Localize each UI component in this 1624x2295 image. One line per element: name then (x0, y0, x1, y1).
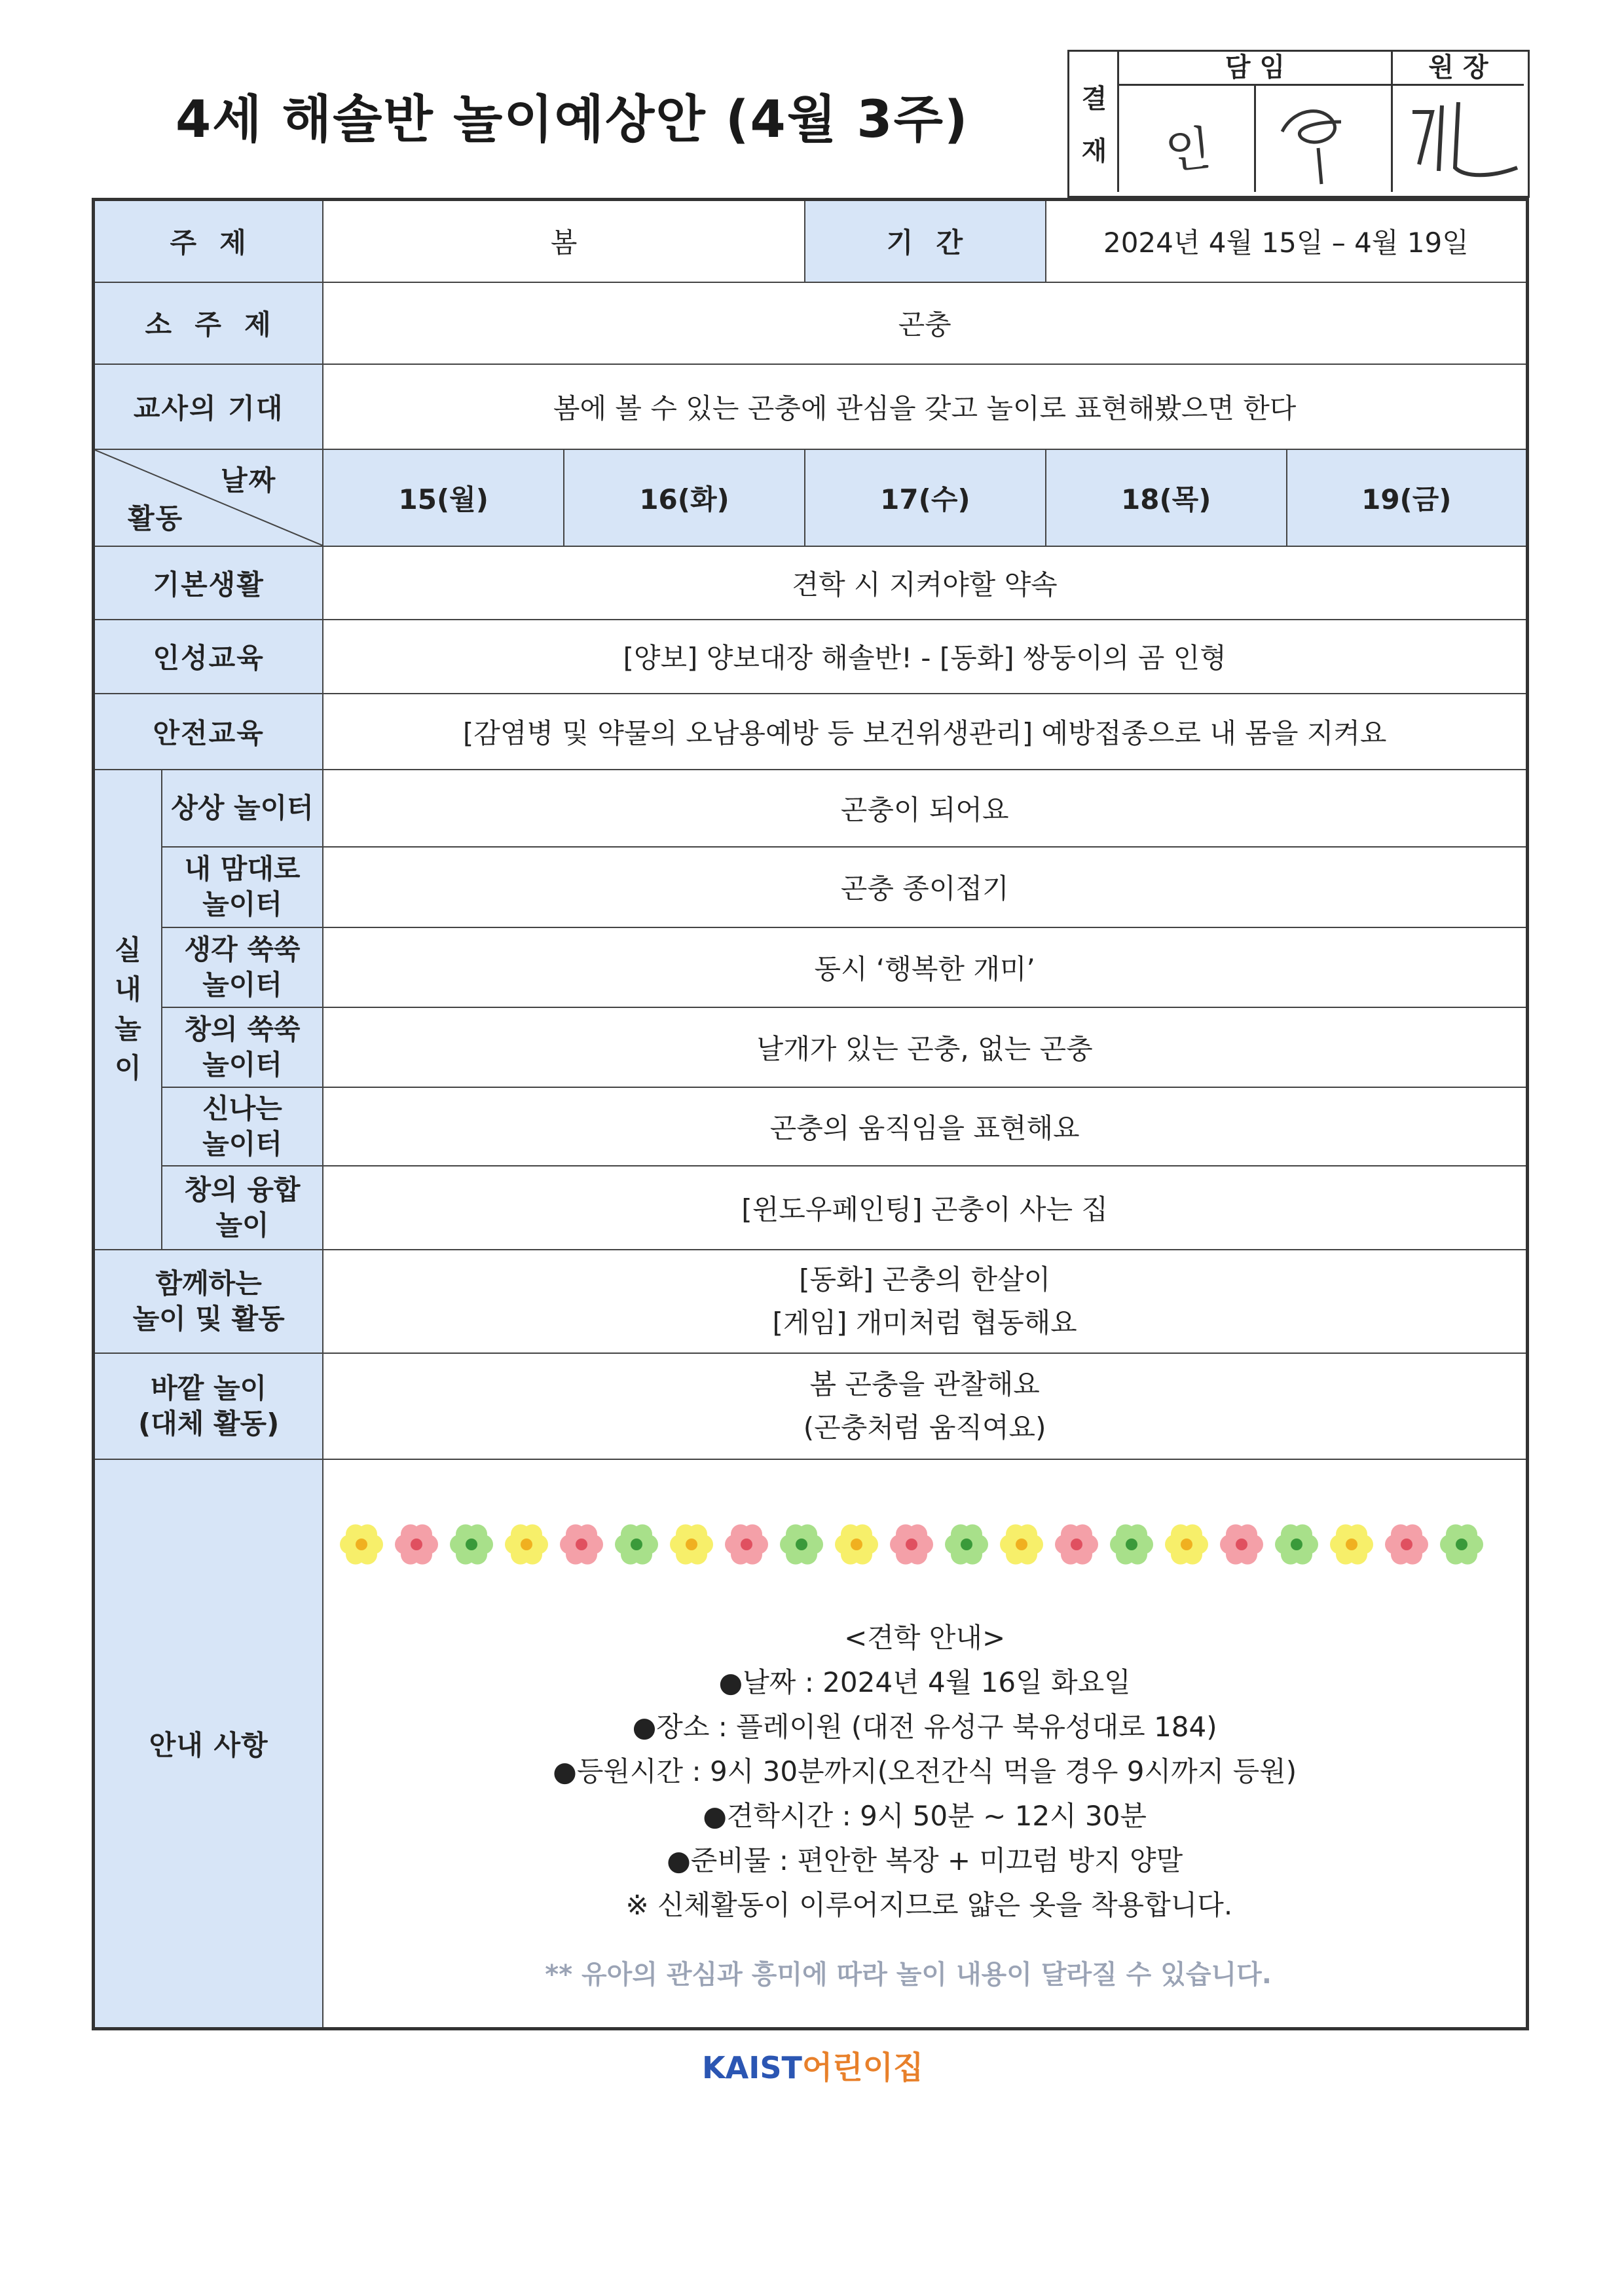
corner-cell (94, 449, 323, 546)
indoor-item-label: 내 맘대로 놀이터 (162, 847, 323, 927)
together-line: [게임] 개미처럼 협동해요 (772, 1306, 1077, 1339)
notice-footer: ** 유아의 관심과 흥미에 따라 놀이 내용이 달라질 수 있습니다. (545, 1960, 1272, 1990)
flower-icon (1000, 1525, 1043, 1565)
homeroom-sign-2 (1256, 86, 1393, 192)
indoor-char: 내 (115, 973, 141, 1005)
corner-activity-label: 활동 (128, 502, 184, 534)
flower-icon (1275, 1525, 1318, 1565)
basic-life-value: 견학 시 지켜야할 약속 (323, 546, 1527, 620)
flower-icon (450, 1525, 493, 1565)
flower-border (323, 1508, 1526, 1580)
basic-life-label: 기본생활 (94, 546, 323, 620)
day-header: 16(화) (564, 449, 805, 546)
notice-line: ●준비물 : 편안한 복장 + 미끄럼 방지 양말 (667, 1844, 1183, 1877)
homeroom-sign-1 (1119, 86, 1256, 192)
flower-icon (890, 1525, 933, 1565)
safety-value: [감염병 및 약물의 오남용예방 등 보건위생관리] 예방접종으로 내 몸을 지켜요 (323, 694, 1527, 770)
flower-icon (1220, 1525, 1263, 1565)
together-line: [동화] 곤충의 한살이 (799, 1263, 1051, 1296)
indoor-char: 놀 (115, 1013, 141, 1045)
period-value: 2024년 4월 15일 – 4월 19일 (1046, 200, 1528, 282)
indoor-item-label: 상상 놀이터 (162, 770, 323, 847)
flower-icon (340, 1525, 383, 1565)
indoor-group-label (94, 770, 162, 1250)
flower-icon (395, 1525, 438, 1565)
logo-kaist-text: KAIST (702, 2050, 802, 2085)
flower-icon (1330, 1525, 1373, 1565)
day-header: 18(목) (1046, 449, 1287, 546)
notice-line: ●날짜 : 2024년 4월 16일 화요일 (718, 1666, 1131, 1699)
notice-line: ●견학시간 : 9시 50분 ~ 12시 30분 (703, 1800, 1147, 1833)
director-signature (1393, 86, 1524, 191)
flower-garland-icon (335, 1508, 1514, 1580)
corner-date-label: 날짜 (221, 464, 277, 496)
flower-icon (670, 1525, 713, 1565)
flower-icon (835, 1525, 878, 1565)
flower-icon (505, 1525, 548, 1565)
notice-line: ※ 신체활동이 이루어지므로 얇은 옷을 착용합니다. (617, 1889, 1233, 1922)
teacher-stamp: 인 (1162, 120, 1214, 180)
flower-icon (1440, 1525, 1483, 1565)
indoor-item-value: 곤충이 되어요 (323, 770, 1527, 847)
outdoor-value (323, 1353, 1527, 1459)
indoor-item-label: 신나는 놀이터 (162, 1087, 323, 1166)
outdoor-line: (곤충처럼 움직여요) (803, 1411, 1046, 1444)
character-label: 인성교육 (94, 620, 323, 694)
subtheme-label: 소 주 제 (94, 282, 323, 364)
kaist-logo (702, 2042, 923, 2087)
day-header: 15(월) (323, 449, 564, 546)
flower-icon (1110, 1525, 1153, 1565)
together-label: 함께하는 놀이 및 활동 (94, 1250, 323, 1353)
approval-box (1067, 50, 1530, 198)
director-sign (1393, 86, 1524, 192)
safety-label: 안전교육 (94, 694, 323, 770)
outdoor-line: 봄 곤충을 관찰해요 (809, 1368, 1040, 1400)
flower-icon (780, 1525, 823, 1565)
notice-line: ●장소 : 플레이원 (대전 유성구 북유성대로 184) (632, 1711, 1217, 1744)
indoor-item-value: 날개가 있는 곤충, 없는 곤충 (323, 1007, 1527, 1087)
notice-body (323, 1459, 1527, 2029)
expectation-value: 봄에 볼 수 있는 곤충에 관심을 갖고 놀이로 표현해봤으면 한다 (323, 364, 1527, 449)
indoor-item-value: 곤충 종이접기 (323, 847, 1527, 927)
notice-label: 안내 사항 (94, 1459, 323, 2029)
approval-label-cell (1069, 52, 1119, 192)
homeroom-label: 담 임 (1119, 52, 1393, 86)
character-value: [양보] 양보대장 해솔반! - [동화] 쌍둥이의 곰 인형 (323, 620, 1527, 694)
theme-value: 봄 (323, 200, 805, 282)
indoor-item-value: 동시 ‘행복한 개미’ (323, 927, 1527, 1007)
approval-char-1: 결 (1081, 84, 1107, 114)
indoor-item-label: 생각 쑥쑥 놀이터 (162, 927, 323, 1007)
theme-label: 주 제 (94, 200, 323, 282)
day-header: 19(금) (1287, 449, 1528, 546)
plan-table (92, 198, 1529, 2030)
subtheme-value: 곤충 (323, 282, 1527, 364)
flower-icon (560, 1525, 603, 1565)
indoor-char: 실 (115, 934, 141, 966)
approval-char-2: 재 (1081, 136, 1107, 166)
logo-daycare-text: 어린이집 (802, 2049, 924, 2086)
together-value (323, 1250, 1527, 1353)
notice-line: ●등원시간 : 9시 30분까지(오전간식 먹을 경우 9시까지 등원) (553, 1755, 1297, 1788)
homeroom-signature (1256, 86, 1387, 191)
flower-icon (615, 1525, 658, 1565)
flower-icon (1385, 1525, 1428, 1565)
day-header: 17(수) (805, 449, 1046, 546)
indoor-item-value: [윈도우페인팅] 곤충이 사는 집 (323, 1166, 1527, 1250)
page-title: 4세 해솔반 놀이예상안 (4월 3주) (175, 90, 969, 149)
flower-icon (1165, 1525, 1208, 1565)
indoor-item-value: 곤충의 움직임을 표현해요 (323, 1087, 1527, 1166)
director-label: 원 장 (1393, 52, 1524, 86)
indoor-item-label: 창의 융합 놀이 (162, 1166, 323, 1250)
indoor-item-label: 창의 쑥쑥 놀이터 (162, 1007, 323, 1087)
flower-icon (1055, 1525, 1098, 1565)
flower-icon (725, 1525, 768, 1565)
period-label: 기 간 (805, 200, 1046, 282)
flower-icon (945, 1525, 988, 1565)
outdoor-label: 바깥 놀이 (대체 활동) (94, 1353, 323, 1459)
indoor-char: 이 (115, 1052, 141, 1084)
notice-heading: <견학 안내> (844, 1622, 1006, 1654)
expectation-label: 교사의 기대 (94, 364, 323, 449)
